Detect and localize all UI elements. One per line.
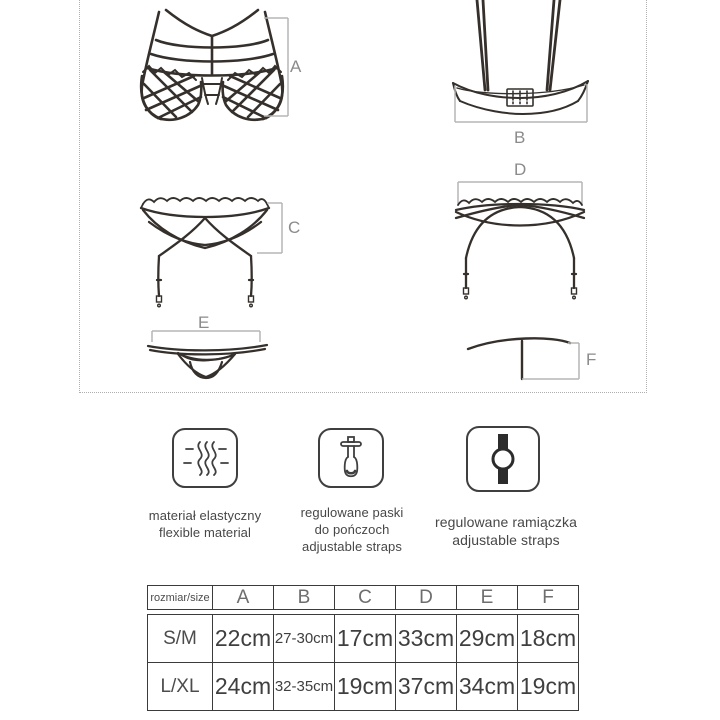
- cell-sm-a: 22cm: [213, 615, 274, 663]
- garter-front-drawing: [135, 192, 290, 317]
- column-header-c: C: [335, 586, 396, 610]
- caption-line: materiał elastyczny: [148, 508, 262, 523]
- panty-front-lines: [148, 345, 267, 378]
- size-label-sm: S/M: [148, 615, 213, 663]
- thong-back-drawing: [458, 330, 598, 388]
- column-header-d: D: [396, 586, 457, 610]
- measurement-letter-f: F: [586, 350, 597, 369]
- measurement-letter-e: E: [198, 313, 210, 332]
- cell-sm-b: 27-30cm: [274, 615, 335, 663]
- feature-caption-elastic: [125, 507, 285, 541]
- size-label-lxl: L/XL: [148, 663, 213, 711]
- garter-front-lines: [141, 198, 269, 307]
- measurement-letter-b: B: [514, 128, 526, 147]
- feature-caption-shoulder-straps: [416, 513, 596, 549]
- cell-lxl-b: 32-35cm: [274, 663, 335, 711]
- bracket-f: [522, 343, 579, 379]
- adjustable-strap-icon: [475, 432, 531, 486]
- caption-line: adjustable straps: [302, 539, 402, 554]
- thong-back-lines: [468, 338, 570, 379]
- table-row-sm: [148, 615, 579, 663]
- bra-front-lines: [141, 10, 283, 120]
- elastic-material-icon-box: [172, 428, 238, 488]
- cell-lxl-e: 34cm: [457, 663, 518, 711]
- measurement-letter-c: C: [288, 218, 301, 237]
- adjustable-strap-icon-box: [466, 426, 540, 492]
- cell-lxl-f: 19cm: [518, 663, 579, 711]
- cell-sm-d: 33cm: [396, 615, 457, 663]
- caption-line: do pończoch: [314, 522, 390, 537]
- bra-back-band: [453, 81, 588, 114]
- column-header-f: F: [518, 586, 579, 610]
- cell-sm-c: 17cm: [335, 615, 396, 663]
- measurement-letter-d: D: [514, 160, 527, 179]
- garter-back-lines: [456, 199, 584, 299]
- caption-line: regulowane paski: [300, 505, 404, 520]
- size-table-header: [147, 585, 579, 610]
- elastic-material-icon: [180, 436, 230, 480]
- column-header-e: E: [457, 586, 518, 610]
- garter-back-drawing: [450, 158, 595, 313]
- cell-sm-e: 29cm: [457, 615, 518, 663]
- bra-front-drawing: [130, 0, 295, 130]
- feature-caption-garter-straps: [287, 504, 417, 555]
- bra-back-straps: [477, 0, 560, 90]
- cell-sm-f: 18cm: [518, 615, 579, 663]
- cell-lxl-c: 19cm: [335, 663, 396, 711]
- column-header-b: B: [274, 586, 335, 610]
- bracket-e: [152, 331, 260, 342]
- cell-lxl-d: 37cm: [396, 663, 457, 711]
- column-header-a: A: [213, 586, 274, 610]
- caption-line: flexible material: [158, 525, 251, 540]
- cell-lxl-a: 24cm: [213, 663, 274, 711]
- measurement-letter-a: A: [290, 57, 302, 76]
- garter-clip-icon-box: [318, 428, 384, 488]
- size-table-corner-label: rozmiar/size: [148, 586, 213, 610]
- table-row-lxl: [148, 663, 579, 711]
- bra-back-drawing: [448, 0, 598, 126]
- garter-clip-icon: [328, 435, 374, 481]
- caption-line: adjustable straps: [452, 532, 560, 548]
- size-table-body: [147, 614, 579, 711]
- caption-line: regulowane ramiączka: [434, 514, 578, 530]
